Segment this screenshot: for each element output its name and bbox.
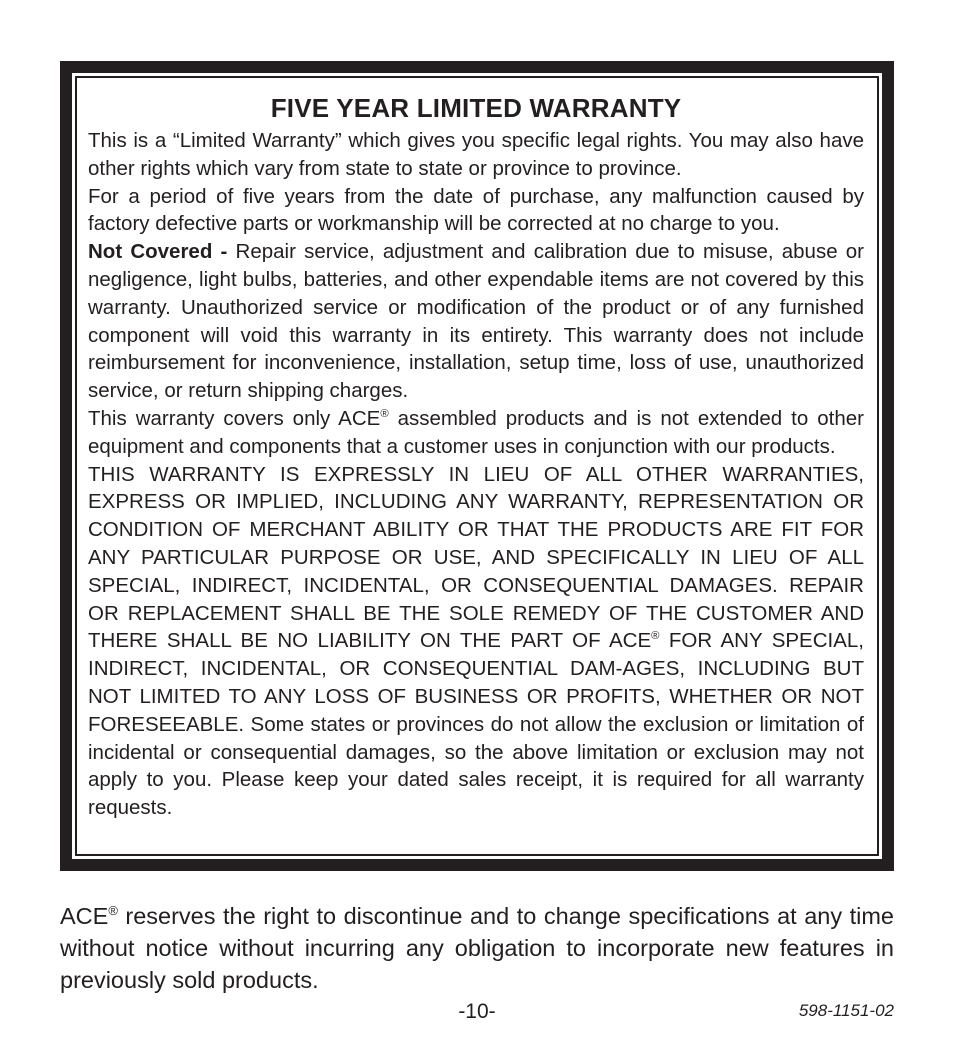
not-covered-label: Not Covered - (88, 240, 228, 264)
warranty-coverage-paragraph: For a period of five years from the date of purchase, any malfunction caused by factory defective parts or workmanship will be corrected at no charge to you. (88, 184, 864, 236)
notice-text-after: reserves the right to discontinue and to change specifications at any time without notice without incurring any obligation to incorporate new features in previously sold products. (60, 903, 894, 993)
document-code: 598-1151-02 (798, 1001, 894, 1020)
specifications-notice (60, 900, 894, 996)
disclaimer-text-after: FOR ANY SPECIAL, INDIRECT, INCIDENTAL, OR CONSEQUENTIAL DAM-AGES, INCLUDING BUT NOT LIMITED TO ANY LOSS OF BUSINESS OR PROFITS, WHETHER OR NOT FORESEEABLE. Some states or provinces do not allow the exclusion or limitation of incidental or consequential damages, so the above limitation or exclusion may not apply to you. Please keep your dated sales receipt, it is required for all warranty requests. (88, 629, 864, 820)
warranty-content (88, 91, 864, 822)
warranty-title: FIVE YEAR LIMITED WARRANTY (270, 93, 682, 123)
warranty-box (60, 61, 894, 871)
warranty-not-covered-paragraph (88, 238, 864, 405)
warranty-scope-paragraph (88, 405, 864, 461)
scope-text-before: This warranty covers only ACE (88, 406, 381, 430)
registered-mark: ® (108, 903, 118, 919)
registered-mark: ® (380, 408, 389, 421)
warranty-disclaimer-paragraph (88, 461, 864, 822)
disclaimer-text-before: THIS WARRANTY IS EXPRESSLY IN LIEU OF ALL OTHER WARRANTIES, EXPRESS OR IMPLIED, INCLUDING ANY WARRANTY, REPRESENTATION OR CONDITION OF MERCHANT ABILITY OR THAT THE PRODUCTS ARE FIT FOR ANY PARTICULAR PURPOSE OR USE, AND SPECIFICALLY IN LIEU OF ALL SPECIAL, INDIRECT, INCIDENTAL, OR CONSEQUENTIAL DAMAGES. REPAIR OR REPLACEMENT SHALL BE THE SOLE REMEDY OF THE CUSTOMER AND THERE SHALL BE NO LIABILITY ON THE PART OF ACE (88, 462, 864, 653)
scope-text-after: assembled products and is not extended to other equipment and components that a customer uses in conjunction with our products. (88, 406, 864, 458)
notice-text-before: ACE (60, 903, 109, 929)
not-covered-text: Repair service, adjustment and calibration due to misuse, abuse or negligence, light bulbs, batteries, and other expendable items are not covered by this warranty. Unauthorized service or modification of the product or of any furnished component will void this warranty in its entirety. This warranty does not include reimbursement for inconvenience, installation, setup time, loss of use, unauthorized service, or return shipping charges. (88, 240, 864, 403)
page-number: -10- (458, 1000, 496, 1023)
registered-mark: ® (651, 630, 660, 643)
warranty-intro-paragraph: This is a “Limited Warranty” which gives you specific legal rights. You may also have other rights which vary from state to state or province to province. (88, 129, 864, 180)
